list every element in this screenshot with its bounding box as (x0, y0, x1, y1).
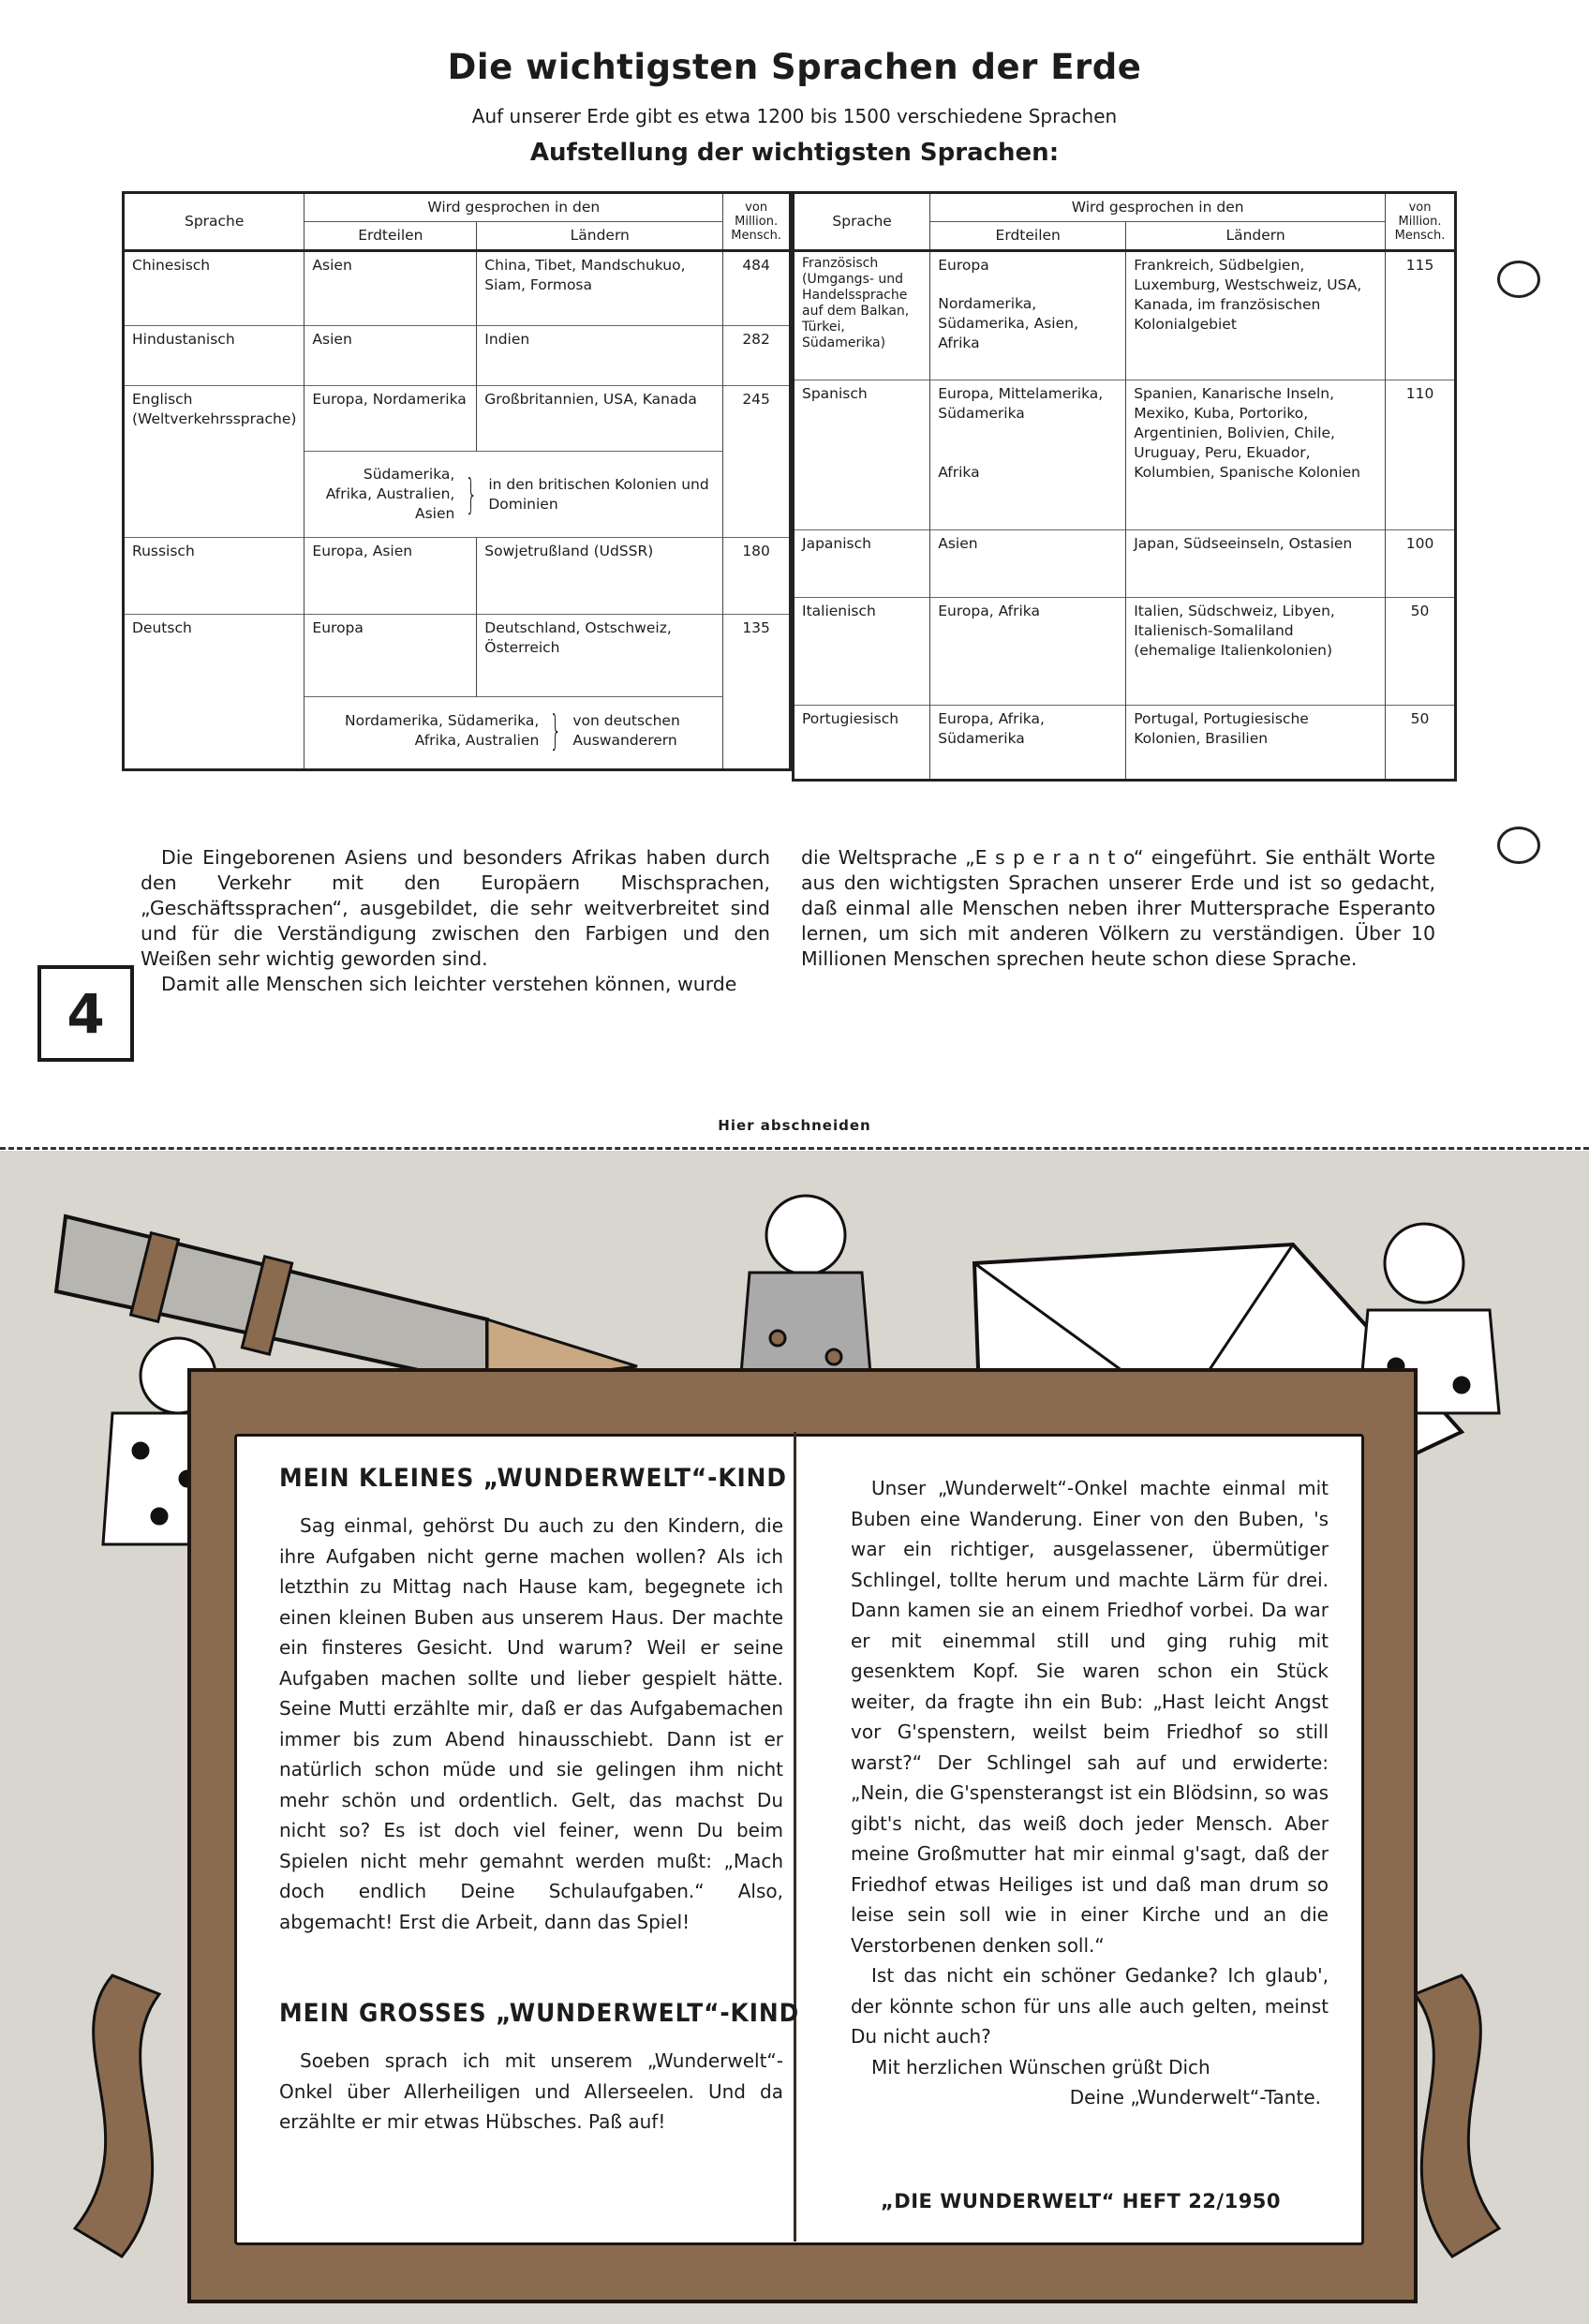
header-spoken-in: Wird gesprochen in den (304, 193, 723, 222)
letter-paragraph: Unser „Wunderwelt“-Onkel machte einmal mit Buben eine Wanderung. Einer von den Buben, 's war ein richtiger, ausgelassener, übermütiger Schlingel, tollte herum und machte Lärm für drei. Dann kamen sie an einem Friedhof vorbei. Da war er mit einemmal still und ging ruhig mit gesenktem Kopf. Sie waren schon ein Stück weiter, da fragte ihn ein Bub: „Hast leicht Angst vor G'spenstern, weilst beim Friedhof so still warst?“ Der Schlingel sah auf und erwiderte: „Nein, die G'spensterangst ist ein Blödsinn, so was gibt's nicht, das weiß doch jeder Mensch. Aber meine Großmutter hat mir einmal g'sagt, daß der Friedhof etwas Heiliges ist und daß man drum so leise sein soll wie in einer Kirche und an die Verstorbenen denken soll.“ (851, 1477, 1329, 1957)
book-spine (794, 1432, 796, 2242)
letter-story-column (851, 1473, 1329, 2113)
letter-greeting: Mit herzlichen Wünschen grüßt Dich (871, 2055, 1210, 2078)
magazine-issue-footer: „DIE WUNDERWELT“ HEFT 22/1950 (881, 2190, 1282, 2212)
cell-continents: Asien (304, 326, 477, 386)
cell-countries: Großbritannien, USA, Kanada (477, 386, 723, 452)
header-continents: Erdteilen (930, 222, 1126, 251)
header-countries: Ländern (477, 222, 723, 251)
article-paragraph: die Weltsprache „E s p e r a n t o“ eingeführt. Sie enthält Worte aus den wichtigsten Sprachen unserer Erde und ist so gedacht, daß einmal alle Menschen neben ihrer Muttersprache Esperanto lernen, um sich mit anderen Völkern zu verständigen. Über 10 Millionen Menschen sprechen heute schon diese Sprache. (801, 846, 1435, 970)
cell-countries: Japan, Südseeinseln, Ostasien (1126, 530, 1386, 598)
cell-language: Englisch (Weltverkehrssprache) (124, 386, 304, 538)
header-countries: Ländern (1126, 222, 1386, 251)
cell-millions: 484 (723, 251, 791, 326)
binder-hole-icon (1497, 261, 1540, 298)
page-number-box: 4 (37, 965, 134, 1062)
brace-countries: von deutschen Auswanderern (572, 712, 680, 749)
cell-millions: 50 (1386, 706, 1456, 781)
cut-line (0, 1147, 1589, 1150)
continents-primary: Europa (938, 257, 989, 274)
cell-countries: Sowjetrußland (UdSSR) (477, 538, 723, 615)
brace-icon: } (466, 469, 478, 518)
letter-small-child-text (279, 1511, 783, 1937)
table-row (794, 251, 1456, 380)
page-title: Die wichtigsten Sprachen der Erde (447, 47, 1142, 87)
cell-language: Deutsch (124, 615, 304, 770)
cell-countries: Portugal, Portugiesische Kolonien, Brasilien (1126, 706, 1386, 781)
binder-hole-icon (1497, 827, 1540, 864)
header-language: Sprache (184, 213, 245, 230)
header-continents: Erdteilen (304, 222, 477, 251)
table-heading: Aufstellung der wichtigsten Sprachen: (529, 139, 1060, 167)
languages-table-right (792, 191, 1457, 782)
cell-language: Japanisch (794, 530, 930, 598)
table-row (794, 706, 1456, 781)
cell-millions: 180 (723, 538, 791, 615)
cell-countries: Indien (477, 326, 723, 386)
letter-paragraph: Sag einmal, gehörst Du auch zu den Kindern, die ihre Aufgaben nicht gerne machen wollen? Als ich letzthin zu Mittag nach Hause kam, begegnete ich einen kleinen Buben aus unserem Haus. Der machte ein finsteres Gesicht. Und warum? Weil er seine Aufgaben machen sollte und lieber gespielt hätte. Seine Mutti erzählte mir, daß er das Aufgabemachen immer bis zum Abend hinausschiebt. Dann ist er natürlich schon müde und sie gelingen ihm nicht mehr schön und ordentlich. Gelt, das machst Du nicht so? Es ist doch viel feiner, wenn Du beim Spielen nicht mehr gemahnt werden mußt: „Mach doch endlich Deine Schulaufgaben.“ Also, abgemacht! Erst die Arbeit, dann das Spiel! (279, 1514, 783, 1933)
header-millions: von Million. Mensch. (1386, 193, 1456, 251)
header-spoken-in: Wird gesprochen in den (930, 193, 1386, 222)
cell-continents: Europa, Afrika (930, 598, 1126, 706)
table-row (794, 530, 1456, 598)
continents-secondary: Nordamerika, Südamerika, Asien, Afrika (938, 295, 1078, 351)
cell-millions: 245 (723, 386, 791, 538)
cell-continents: Asien (930, 530, 1126, 598)
cell-countries: China, Tibet, Mandschukuo, Siam, Formosa (477, 251, 723, 326)
cut-here-label: Hier abschneiden (718, 1117, 871, 1134)
page-subtitle: Auf unserer Erde gibt es etwa 1200 bis 1500 verschiedene Sprachen (471, 105, 1118, 127)
cell-language: Französisch (Umgangs- und Handelssprache auf dem Balkan, Türkei, Südamerika) (794, 251, 930, 380)
heading-small-child: MEIN KLEINES „WUNDERWELT“-KIND (279, 1464, 787, 1493)
article-paragraph: Die Eingeborenen Asiens und besonders Afrikas haben durch den Verkehr mit den Europäern Mischsprachen, „Geschäftssprachen“, ausgebildet, die sehr weitverbreitet sind und für die Verständigung zwischen den Farbigen und den Weißen sehr wichtig geworden sind. (141, 846, 770, 970)
cell-continents: Europa, Nordamerika (304, 386, 477, 452)
cell-language: Russisch (124, 538, 304, 615)
ribbon-left-icon (75, 1975, 159, 2257)
child-figure-icon (740, 1196, 871, 1385)
ribbon-right-icon (1415, 1975, 1499, 2257)
table-row (124, 538, 791, 615)
cell-language: Chinesisch (124, 251, 304, 326)
cell-millions: 110 (1386, 380, 1456, 530)
continents-secondary: Afrika (938, 464, 980, 481)
article-paragraph: Damit alle Menschen sich leichter verstehen können, wurde (161, 973, 737, 995)
letter-signature: Deine „Wunderwelt“-Tante. (1069, 2086, 1321, 2108)
cell-continents: Europa, Asien (304, 538, 477, 615)
cell-countries: Italien, Südschweiz, Libyen, Italienisch-Somaliland (ehemalige Italienkolonien) (1126, 598, 1386, 706)
brace-countries: in den britischen Kolonien und Dominien (488, 475, 709, 513)
cell-millions: 100 (1386, 530, 1456, 598)
article-left-column (141, 845, 770, 997)
cell-countries: Spanien, Kanarische Inseln, Mexiko, Kuba, Portoriko, Argentinien, Bolivien, Chile, Uruguay, Peru, Ekuador, Kolumbien, Spanische Kolonien (1126, 380, 1386, 530)
languages-table-left (122, 191, 792, 771)
cell-millions: 135 (723, 615, 791, 770)
table-row (124, 615, 791, 697)
letter-paragraph: Soeben sprach ich mit unserem „Wunderwelt“-Onkel über Allerheiligen und Allerseelen. Und da erzählte er mir etwas Hübsches. Paß auf! (279, 2049, 783, 2133)
cell-language: Spanisch (794, 380, 930, 530)
table-row (124, 386, 791, 452)
cell-continents: Europa (304, 615, 477, 697)
cell-continents (930, 380, 1126, 530)
header-language: Sprache (832, 213, 892, 230)
cell-continents: Asien (304, 251, 477, 326)
cell-language: Italienisch (794, 598, 930, 706)
brace-continents: Südamerika, Afrika, Australien, Asien (325, 466, 455, 522)
table-row (794, 598, 1456, 706)
cell-millions: 50 (1386, 598, 1456, 706)
letter-paragraph: Ist das nicht ein schöner Gedanke? Ich glaub', der könnte schon für uns alle auch gelten, meinst Du nicht auch? (851, 1964, 1329, 2048)
table-row (124, 251, 791, 326)
brace-continents: Nordamerika, Südamerika, Afrika, Australien (345, 712, 540, 749)
brace-group (304, 697, 723, 770)
cell-millions: 115 (1386, 251, 1456, 380)
cell-continents (930, 251, 1126, 380)
cell-countries: Frankreich, Südbelgien, Luxemburg, Westschweiz, USA, Kanada, im französischen Kolonialgebiet (1126, 251, 1386, 380)
letter-big-child-text (279, 2046, 783, 2138)
cell-language: Portugiesisch (794, 706, 930, 781)
continents-primary: Europa, Mittelamerika, Südamerika (938, 385, 1104, 422)
brace-icon: } (550, 707, 562, 754)
cell-millions: 282 (723, 326, 791, 386)
brace-group (304, 452, 723, 538)
table-row (124, 326, 791, 386)
heading-big-child: MEIN GROSSES „WUNDERWELT“-KIND (279, 1999, 800, 2028)
header-millions: von Million. Mensch. (723, 193, 791, 251)
cell-continents: Europa, Afrika, Südamerika (930, 706, 1126, 781)
cell-countries: Deutschland, Ostschweiz, Österreich (477, 615, 723, 697)
cell-language: Hindustanisch (124, 326, 304, 386)
article-right-column (801, 845, 1435, 972)
table-row (794, 380, 1456, 530)
